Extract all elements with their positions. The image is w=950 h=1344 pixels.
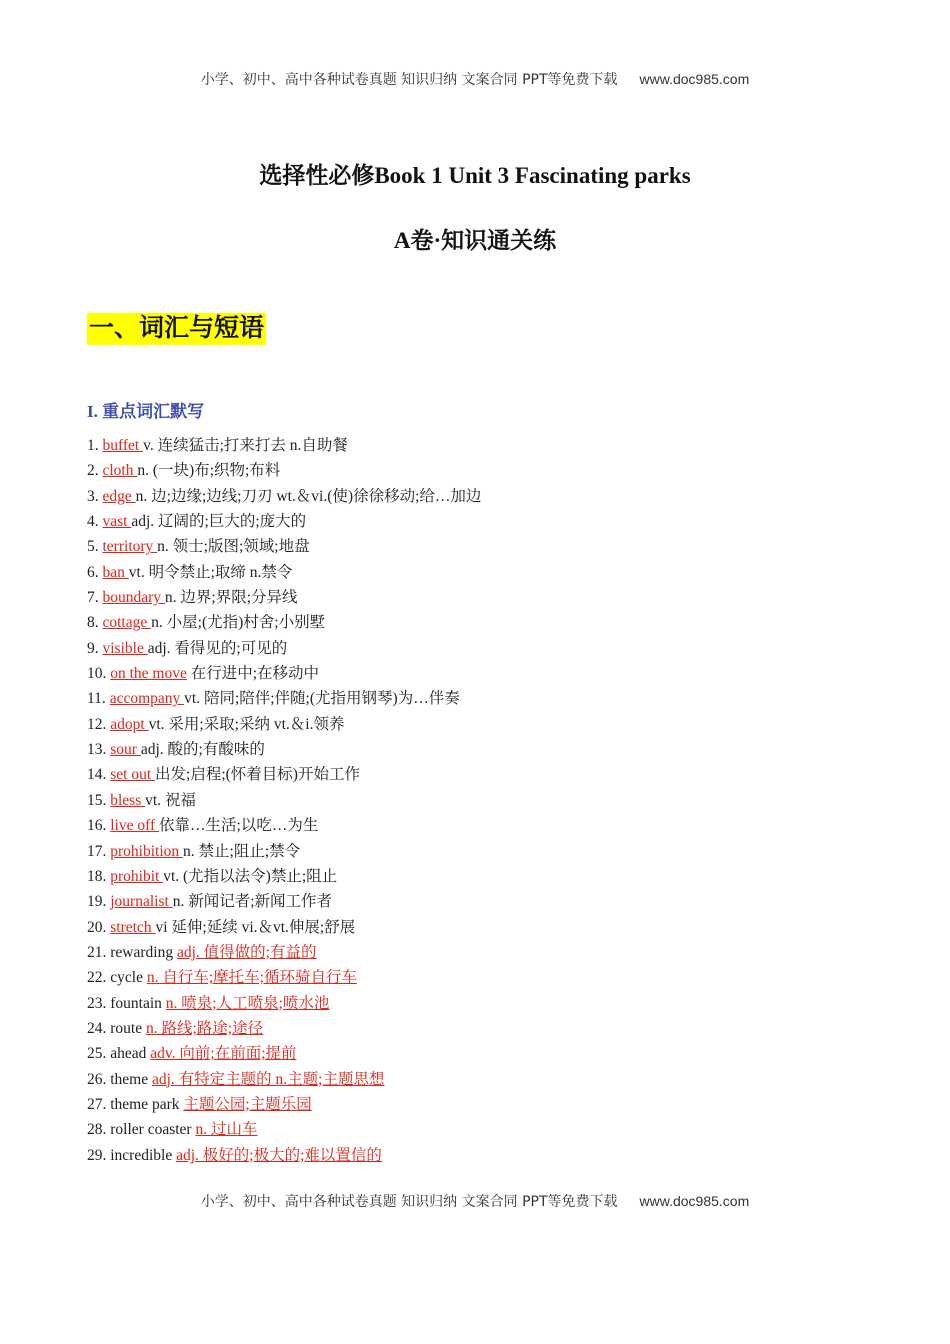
vocab-item: 11. accompany vt. 陪同;陪伴;伴随;(尤指用钢琴)为…伴奏 — [87, 690, 460, 708]
vocab-item: 29. incredible adj. 极好的;极大的;难以置信的 — [87, 1146, 382, 1164]
vocab-item: 1. buffet v. 连续猛击;打来打去 n.自助餐 — [87, 437, 348, 454]
vocab-item: 26. theme adj. 有特定主题的 n.主题;主题思想 — [87, 1070, 385, 1088]
vocab-list — [87, 433, 481, 1168]
vocab-item: 24. route n. 路线;路途;途径 — [87, 1019, 264, 1037]
vocab-item: 9. visible adj. 看得见的;可见的 — [87, 639, 288, 657]
page-header — [0, 69, 950, 89]
vocab-item: 23. fountain n. 喷泉;人工喷泉;喷水池 — [87, 994, 330, 1012]
vocab-item: 14. set out 出发;启程;(怀着目标)开始工作 — [87, 766, 360, 784]
vocab-item: 8. cottage n. 小屋;(尤指)村舍;小别墅 — [87, 614, 326, 632]
vocab-item: 10. on the move 在行进中;在移动中 — [87, 665, 320, 683]
vocab-item: 3. edge n. 边;边缘;边线;刀刃 wt.＆vi.(使)徐徐移动;给…加边 — [87, 487, 482, 505]
vocab-item: 4. vast adj. 辽阔的;巨大的;庞大的 — [87, 513, 307, 531]
vocab-item: 19. journalist n. 新闻记者;新闻工作者 — [87, 893, 332, 911]
header-url[interactable]: www.doc985.com — [639, 71, 750, 87]
section-heading: 一、词汇与短语 — [87, 313, 266, 345]
footer-text: 小学、初中、高中各种试卷真题 知识归纳 文案合同 PPT等免费下载 — [200, 1194, 618, 1210]
document-title: 选择性必修Book 1 Unit 3 Fascinating parks — [259, 163, 691, 188]
vocab-item: 22. cycle n. 自行车;摩托车;循环骑自行车 — [87, 969, 357, 987]
vocab-item: 2. cloth n. (一块)布;织物;布料 — [87, 462, 281, 480]
vocab-item: 6. ban vt. 明令禁止;取缔 n.禁令 — [87, 563, 293, 581]
vocab-item: 17. prohibition n. 禁止;阻止;禁令 — [87, 842, 301, 860]
subsection-heading: I. 重点词汇默写 — [87, 402, 205, 421]
vocab-item: 13. sour adj. 酸的;有酸味的 — [87, 741, 265, 759]
vocab-item: 25. ahead adv. 向前;在前面;提前 — [87, 1045, 297, 1063]
vocab-item: 18. prohibit vt. (尤指以法令)禁止;阻止 — [87, 867, 338, 885]
vocab-item: 7. boundary n. 边界;界限;分异线 — [87, 589, 298, 607]
footer-url[interactable]: www.doc985.com — [639, 1193, 750, 1209]
vocab-item: 20. stretch vi 延伸;延续 vi.＆vt.伸展;舒展 — [87, 918, 356, 936]
vocab-item: 12. adopt vt. 采用;采取;采纳 vt.＆i.领养 — [87, 715, 345, 733]
vocab-item: 5. territory n. 领士;版图;领域;地盘 — [87, 538, 310, 556]
header-text: 小学、初中、高中各种试卷真题 知识归纳 文案合同 PPT等免费下载 — [200, 72, 618, 88]
vocab-item: 16. live off 依靠…生活;以吃…为生 — [87, 817, 319, 835]
vocab-item: 15. bless vt. 祝福 — [87, 791, 196, 809]
document-subtitle: A卷·知识通关练 — [393, 228, 557, 253]
vocab-item: 28. roller coaster n. 过山车 — [87, 1121, 258, 1139]
vocab-item: 21. rewarding adj. 值得做的;有益的 — [87, 943, 317, 961]
page-footer — [0, 1191, 950, 1211]
vocab-item: 27. theme park 主题公园;主题乐园 — [87, 1095, 312, 1113]
